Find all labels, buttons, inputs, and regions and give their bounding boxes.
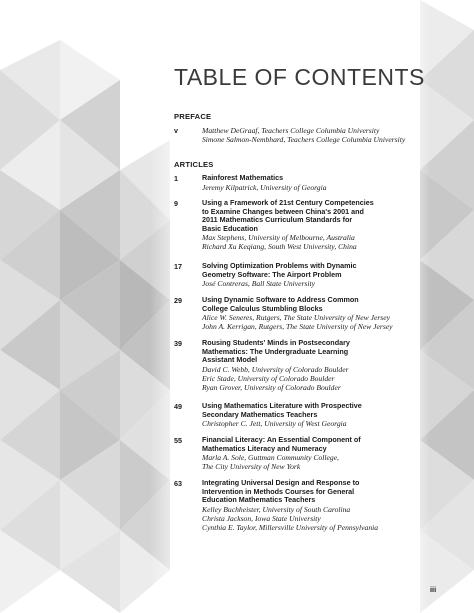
article-page-number: 17 xyxy=(174,262,182,271)
article-author: José Contreras, Ball State University xyxy=(202,279,315,289)
preface-page-number: v xyxy=(174,126,178,135)
articles-heading: ARTICLES xyxy=(174,160,214,169)
article-page-number: 1 xyxy=(174,174,178,183)
page-title: TABLE OF CONTENTS xyxy=(174,64,425,90)
article-page-number: 49 xyxy=(174,402,182,411)
left-triangle-pattern xyxy=(0,40,170,613)
article-title-line: Intervention in Methods Courses for General xyxy=(202,486,355,496)
preface-heading: PREFACE xyxy=(174,112,212,121)
article-page-number: 63 xyxy=(174,479,182,488)
article-author: John A. Kerrigan, Rutgers, The State University of New Jersey xyxy=(202,322,393,332)
article-title-line: Assistant Model xyxy=(202,355,258,365)
article-title-line: Financial Literacy: An Essential Component of xyxy=(202,435,361,444)
article-title-line: Rousing Students' Minds in Postsecondary xyxy=(202,338,350,347)
article-author: Christa Jackson, Iowa State University xyxy=(202,513,321,523)
article-author: Max Stephens, University of Melbourne, Australia xyxy=(202,233,355,243)
article-author: Jeremy Kilpatrick, University of Georgia xyxy=(202,182,327,192)
article-title-line: Using Mathematics Literature with Prospective xyxy=(202,401,362,410)
article-title-line: Geometry Software: The Airport Problem xyxy=(202,269,342,279)
article-title-line: Rainforest Mathematics xyxy=(202,173,284,182)
article-page-number: 55 xyxy=(174,436,182,445)
article-title-line: Education Mathematics Teachers xyxy=(202,495,316,505)
article-page-number: 39 xyxy=(174,339,182,348)
article-page-number: 29 xyxy=(174,296,182,305)
article-author: Marla A. Sole, Guttman Community College, xyxy=(202,453,339,463)
article-title-line: Using Dynamic Software to Address Common xyxy=(202,295,359,304)
article-author: Christopher C. Jett, University of West Georgia xyxy=(202,419,347,429)
article-author: Cynthia E. Taylor, Millersville University of Pennsylvania xyxy=(202,522,379,532)
article-title-line: Integrating Universal Design and Response to xyxy=(202,478,360,487)
article-author: Alice W. Seneres, Rutgers, The State University of New Jersey xyxy=(202,313,390,323)
article-title-line: Mathematics: The Undergraduate Learning xyxy=(202,346,349,356)
preface-author: Matthew DeGraaf, Teachers College Columbia University xyxy=(202,126,380,135)
article-author: David C. Webb, University of Colorado Boulder xyxy=(202,364,349,374)
article-title-line: 2011 Mathematics Curriculum Standards for xyxy=(202,215,353,225)
preface-author: Simone Salmon-Nembhard, Teachers College Columbia University xyxy=(202,135,406,144)
article-author: Richard Xu Keqiang, South West University, China xyxy=(202,242,357,252)
article-title-line: to Examine Changes between China's 2001 and xyxy=(202,206,364,216)
article-title-line: College Calculus Stumbling Blocks xyxy=(202,303,323,313)
folio-page-number: iii xyxy=(430,585,437,594)
article-title-line: Mathematics Literacy and Numeracy xyxy=(202,443,327,453)
article-page-number: 9 xyxy=(174,199,178,208)
article-author: The City University of New York xyxy=(202,462,301,472)
article-author: Eric Stade, University of Colorado Boulder xyxy=(202,373,335,383)
article-title-line: Solving Optimization Problems with Dynamic xyxy=(202,261,357,270)
article-title-line: Basic Education xyxy=(202,223,258,233)
article-author: Kelley Buchheister, University of South Carolina xyxy=(202,504,351,514)
article-title-line: Secondary Mathematics Teachers xyxy=(202,409,318,419)
article-author: Ryan Grover, University of Colorado Boulder xyxy=(202,382,341,392)
article-title-line: Using a Framework of 21st Century Competencies xyxy=(202,198,374,207)
